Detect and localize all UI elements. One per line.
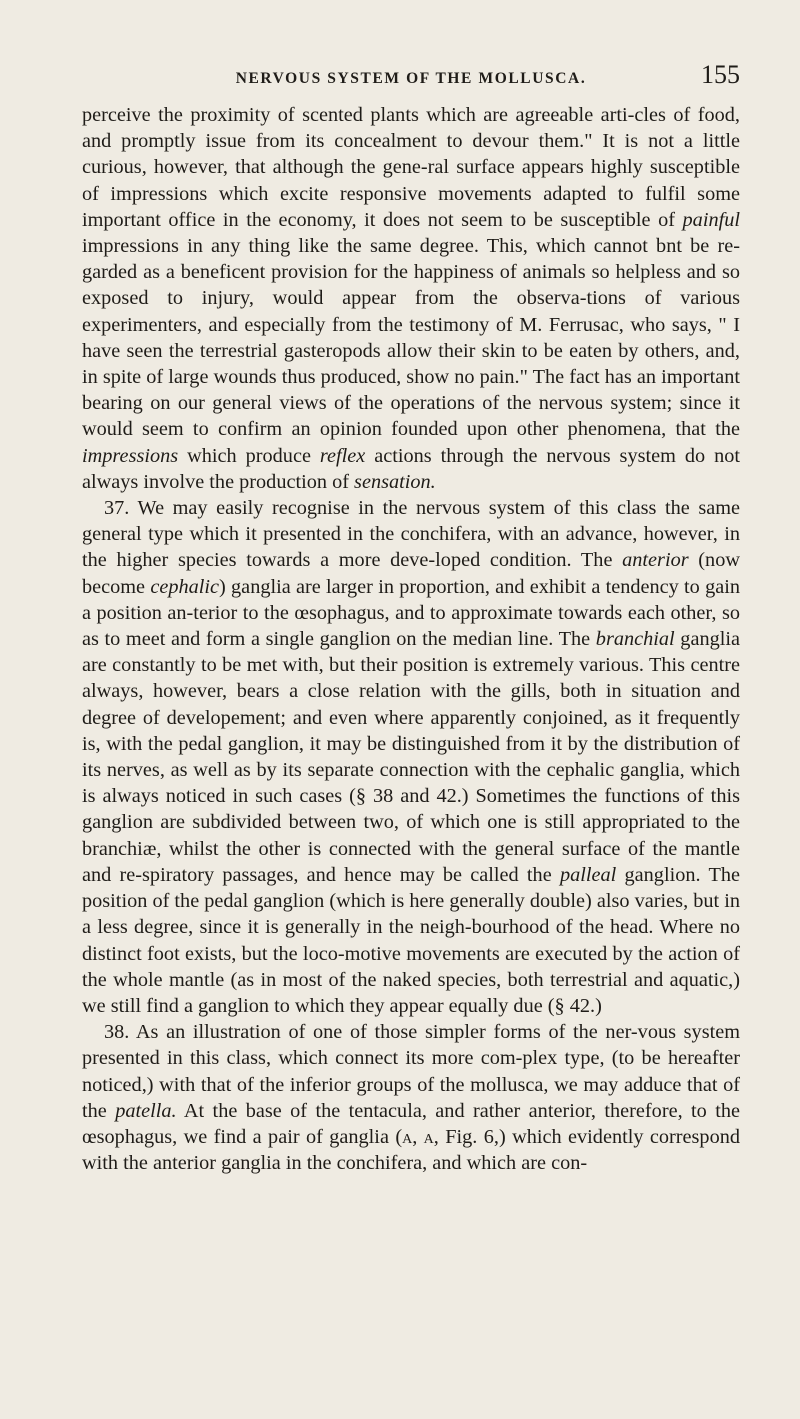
paragraph-p3 [82,1019,740,1176]
running-title: NERVOUS SYSTEM OF THE MOLLUSCA. [235,70,587,87]
text-run: impressions in any thing like the same degree. This, which cannot bnt be re-garded as a beneficent provision for the happiness of animals so helpless and so exposed to injury, would appear from the observa-tions of various experimenters, and especially from the testimony of M. Ferrusac, who says, " I have seen the terrestrial gasteropods allow their skin to be eaten by others, and, in spite of large wounds thus produced, show no pain." The fact has an important bearing on our general views of the operations of the nervous system; since it would seem to confirm an opinion founded upon other phenomena, that the [82,235,740,441]
italic-text: branchial [595,628,675,651]
text-run: ganglia are constantly to be met with, but their position is extremely various. This centre always, however, bears a close relation with the gills, both in situation and degree of developement; and even where apparently conjoined, as it frequently is, with the pedal ganglion, it may be distinguished from it by the distribution of its nerves, as well as by its separate connection with the cephalic ganglia, which is always noticed in such cases (§ 38 and 42.) Sometimes the functions of this ganglion are subdivided between two, of which one is still appropriated to the branchiæ, whilst the other is connected with the general surface of the mantle and re-spiratory passages, and hence may be called the [82,628,740,886]
text-run: ) ganglia are larger in proportion, and exhibit a tendency to gain a position an-terior to the œsophagus, and to approximate towards each other, so as to meet and form a single ganglion on the median line. The [82,575,740,651]
italic-text: sensation. [354,470,436,493]
text-run: At the base of the tentacula, and rather anterior, therefore, to the œsophagus, we find a pair of ganglia ( [82,1099,740,1148]
italic-text: palleal [559,863,617,886]
text-run: perceive the proximity of scented plants which are agreeable arti-cles of food, and promptly issue from its concealment to devour them." It is not a little curious, however, that although the gene-ral surface appears highly susceptible of impressions which excite responsive movements adapted to fulfil some important office in the economy, it does not seem to be susceptible of [82,104,740,231]
italic-text: anterior [622,549,689,572]
italic-text: impressions [82,444,179,467]
text-run: Fig. 6,) which evidently correspond with the anterior ganglia in the conchifera, and which are con- [82,1125,740,1175]
page-number: 155 [701,60,740,89]
italic-text: painful [682,208,740,231]
paragraph-p1 [82,102,740,495]
text-run: 37. We may easily recognise in the nervous system of this class the same general type which it presented in the conchifera, with an advance, however, in the higher species towards a more deve-loped condition. The [82,497,740,572]
italic-text: cephalic [150,575,220,598]
italic-text: patella. [115,1099,177,1122]
italic-text: reflex [319,444,366,467]
smallcaps-text: a, a, [402,1125,439,1148]
paragraph-p2 [82,495,740,1019]
page-header [82,62,740,96]
text-run: (now become [82,549,740,598]
text-run: ganglion. The position of the pedal ganglion (which is here generally double) also varies, but in a less degree, since it is generally in the neigh-bourhood of the head. Where no distinct foot exists, but the loco-motive movements are executed by the action of the whole mantle (as in most of the naked species, both terrestrial and aquatic,) we still find a ganglion to which they appear equally due (§ 42.) [82,863,740,1017]
text-run: actions through the nervous system do not always involve the production of [82,444,740,493]
body-text [82,102,740,1176]
text-run: 38. As an illustration of one of those simpler forms of the ner-vous system presented in this class, which connect its more com-plex type, (to be hereafter noticed,) with that of the inferior groups of the mollusca, we may adduce that of the [82,1021,740,1122]
text-run: which produce [178,444,320,467]
